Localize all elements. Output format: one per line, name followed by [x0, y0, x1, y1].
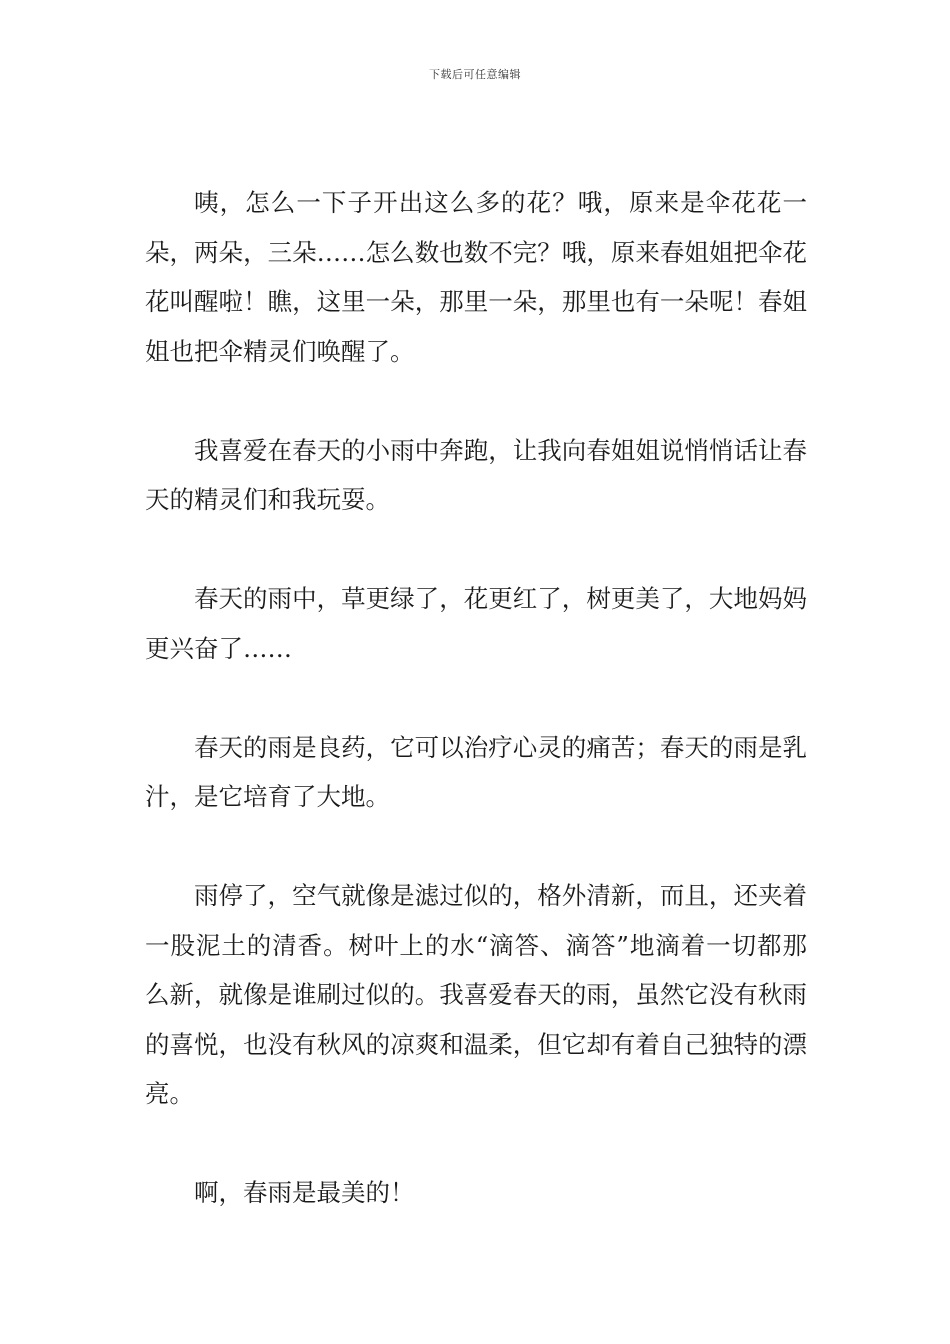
paragraph: 雨停了，空气就像是滤过似的，格外清新，而且，还夹着一股泥土的清香。树叶上的水“滴答、滴答”地滴着一切都那么新，就像是谁刷过似的。我喜爱春天的雨，虽然它没有秋雨的喜悦，也没有秋风的凉爽和温柔，但它却有着自己独特的漂亮。	[145, 881, 807, 1108]
paragraph: 我喜爱在春天的小雨中奔跑，让我向春姐姐说悄悄话让春天的精灵们和我玩耍。	[145, 435, 807, 514]
paragraph: 啊，春雨是最美的！	[194, 1178, 415, 1207]
paragraph: 咦，怎么一下子开出这么多的花？哦，原来是伞花花一朵，两朵，三朵……怎么数也数不完？哦，原来春姐姐把伞花花叫醒啦！瞧，这里一朵，那里一朵，那里也有一朵呢！春姐姐也把伞精灵们唤醒了。	[145, 188, 807, 366]
paragraph: 春天的雨是良药，它可以治疗心灵的痛苦；春天的雨是乳汁，是它培育了大地。	[145, 732, 807, 811]
paragraph: 春天的雨中，草更绿了，花更红了，树更美了，大地妈妈更兴奋了……	[145, 584, 807, 663]
document-body	[145, 178, 807, 1267]
page-header: 下载后可任意编辑	[429, 68, 521, 81]
